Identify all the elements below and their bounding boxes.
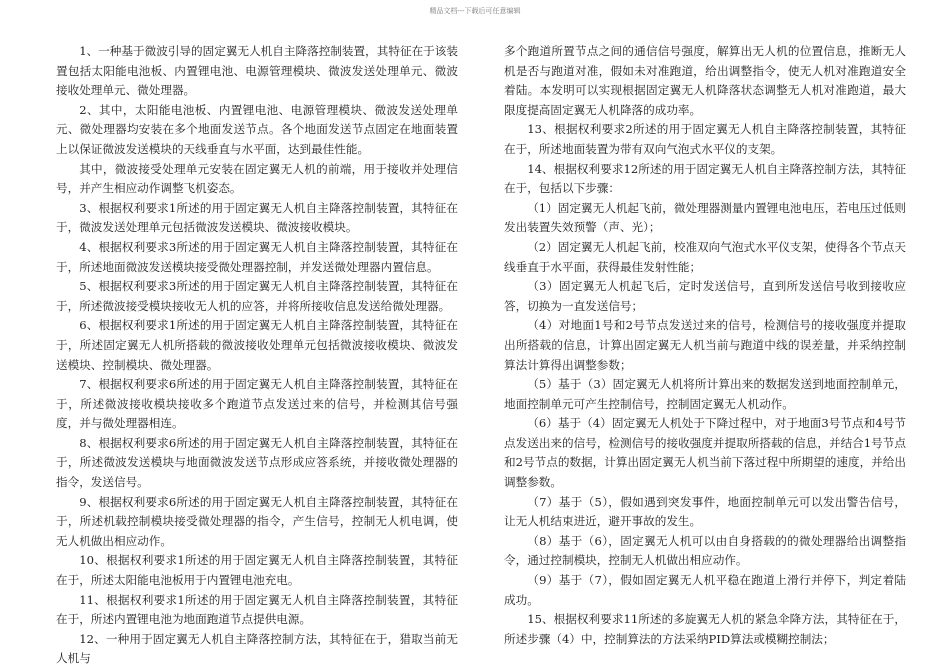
claim-8: 8、根据权利要求6所述的用于固定翼无人机自主降落控制装置，其特征在于，所述微波发送模块与地面微波发送节点形成应答系统，并接收微处理器的指令，发送信号。 — [56, 435, 458, 490]
step-3: （3）固定翼无人机起飞后，定时发送信号，直到所发送信号收到接收应答，切换为一直发送信号； — [504, 279, 906, 313]
claim-4: 4、根据权利要求3所述的用于固定翼无人机自主降落控制装置，其特征在于，所述地面微波发送模块接受微处理器控制，并发送微处理器内置信息。 — [56, 239, 458, 274]
step-4: （4）对地面1号和2号节点发送过来的信号，检测信号的接收强度并提取出所搭载的信息，计算出固定翼无人机当前与跑道中线的误差量，并采纳控制算法计算得出调整参数； — [504, 318, 906, 372]
left-column — [56, 42, 458, 669]
page-header: 精品文档---下载后可任意编辑 — [429, 7, 521, 15]
claim-13: 13、根据权利要求2所述的用于固定翼无人机自主降落控制装置，其特征在于，所述地面装置为带有双向气泡式水平仪的支架。 — [504, 122, 906, 156]
claim-2: 2、其中，太阳能电池板、内置锂电池、电源管理模块、微波发送处理单元、微处理器均安装在多个地面发送节点。各个地面发送节点固定在地面装置上以保证微波发送模块的天线垂直与水平面，达到最佳性能。 — [56, 102, 458, 156]
claim-6: 6、根据权利要求1所述的用于固定翼无人机自主降落控制装置，其特征在于，所述固定翼无人机所搭载的微波接收处理单元包括微波接收模块、微波发送模块、控制模块、微处理器。 — [56, 318, 458, 372]
step-9: （9）基于（7），假如固定翼无人机平稳在跑道上滑行并停下，判定着陆成功。 — [504, 573, 906, 607]
claim-15: 15、根据权利要求11所述的多旋翼无人机的紧急伞降方法，其特征在于，所述步骤（4）中，控制算法的方法采纳PID算法或模糊控制法； — [504, 612, 906, 646]
claim-12-continuation: 多个跑道所置节点之间的通信信号强度，解算出无人机的位置信息，推断无人机是否与跑道对准，假如未对准跑道，给出调整指令，使无人机对准跑道安全着陆。本发明可以实现根据固定翼无人机降落状态调整无人机对准跑道，最大限度提高固定翼无人机降落的成功率。 — [504, 44, 906, 117]
claim-10: 10、根据权利要求1所述的用于固定翼无人机自主降落控制装置，其特征在于，所述太阳能电池板用于内置锂电池充电。 — [56, 553, 458, 588]
step-8: （8）基于（6），固定翼无人机可以由自身搭载的的微处理器给出调整指令，通过控制模块，控制无人机做出相应动作。 — [504, 533, 906, 568]
step-2: （2）固定翼无人机起飞前，校准双向气泡式水平仪支架，使得各个节点天线垂直于水平面，获得最佳发射性能； — [504, 239, 906, 274]
claim-5: 5、根据权利要求3所述的用于固定翼无人机自主降落控制装置，其特征在于，所述微波接受模块接收无人机的应答，并将所接收信息发送给微处理器。 — [56, 279, 458, 313]
claim-2-continuation: 其中，微波接受处理单元安装在固定翼无人机的前端，用于接收并处理信号，并产生相应动作调整飞机姿态。 — [56, 161, 458, 196]
claim-14: 14、根据权利要求12所述的用于固定翼无人机自主降落控制方法，其特征在于，包括以下步骤： — [504, 161, 906, 196]
claim-9: 9、根据权利要求6所述的用于固定翼无人机自主降落控制装置，其特征在于，所述机载控制模块接受微处理器的指令，产生信号，控制无人机电调，使无人机做出相应动作。 — [56, 494, 458, 548]
step-7: （7）基于（5），假如遇到突发事件，地面控制单元可以发出警告信号，让无人机结束进近，避开事故的发生。 — [504, 494, 906, 529]
step-6: （6）基于（4）固定翼无人机处于下降过程中，对于地面3号节点和4号节点发送出来的信号，检测信号的接收强度并提取所搭载的信息，并结合1号节点和2号节点的数据，计算出固定翼无人机当前下落过程中所期望的速度，并给出调整参数。 — [504, 416, 906, 490]
right-column — [504, 42, 906, 649]
step-5: （5）基于（3）固定翼无人机将所计算出来的数据发送到地面控制单元，地面控制单元可产生控制信号，控制固定翼无人机动作。 — [504, 377, 906, 411]
claim-11: 11、根据权利要求1所述的用于固定翼无人机自主降落控制装置，其特征在于，所述内置锂电池为地面跑道节点提供电源。 — [56, 592, 458, 627]
claim-3: 3、根据权利要求1所述的用于固定翼无人机自主降落控制装置，其特征在于，微波发送处理单元包括微波发送模块、微波接收模块。 — [56, 200, 458, 235]
claim-1: 1、一种基于微波引导的固定翼无人机自主降落控制装置，其特征在于该装置包括太阳能电池板、内置锂电池、电源管理模块、微波发送处理单元、微波接收处理单元、微处理器。 — [56, 44, 458, 98]
claim-7: 7、根据权利要求6所述的用于固定翼无人机自主降落控制装置，其特征在于，所述微波接收模块接收多个跑道节点发送过来的信号，并检测其信号强度，并与微处理器相连。 — [56, 377, 458, 431]
claim-12: 12、一种用于固定翼无人机自主降落控制方法，其特征在于，猎取当前无人机与 — [56, 631, 458, 666]
step-1: （1）固定翼无人机起飞前，微处理器测量内置锂电池电压，若电压过低则发出装置失效预警（声、光）； — [504, 200, 906, 235]
